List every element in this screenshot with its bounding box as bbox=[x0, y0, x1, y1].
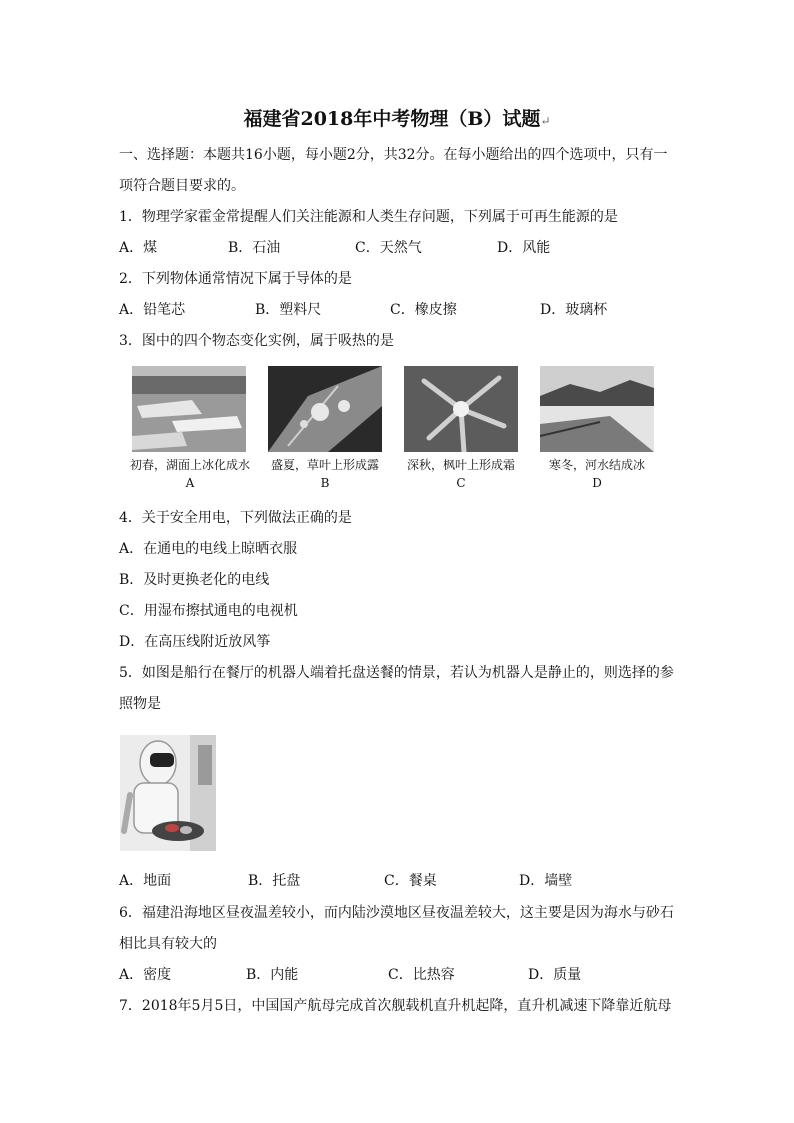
title-text: 福建省2018年中考物理（B）试题 bbox=[243, 108, 541, 130]
figure-d-river-freezing bbox=[540, 366, 654, 452]
q5-option-a: A．地面 bbox=[119, 873, 172, 889]
question-4-stem: 4．关于安全用电，下列做法正确的是 bbox=[119, 510, 352, 526]
figure-b-letter: B bbox=[320, 476, 330, 490]
figure-d-caption: 寒冬，河水结成冰 bbox=[548, 458, 645, 472]
q4-option-b: B．及时更换老化的电线 bbox=[119, 572, 270, 588]
q6-option-c: C．比热容 bbox=[388, 967, 455, 983]
q4-option-a: A．在通电的电线上晾晒衣服 bbox=[119, 541, 298, 557]
figure-d-letter: D bbox=[592, 476, 602, 490]
figure-a-letter: A bbox=[185, 476, 195, 490]
question-6-stem: 6．福建沿海地区昼夜温差较小，而内陆沙漠地区昼夜温差较大，这主要是因为海水与砂石 bbox=[119, 905, 674, 921]
section-intro-line2: 项符合题目要求的。 bbox=[119, 178, 245, 194]
section-intro-line1: 一、选择题：本题共16小题，每小题2分，共32分。在每小题给出的四个选项中，只有一 bbox=[119, 147, 668, 163]
q1-option-b: B．石油 bbox=[228, 240, 281, 256]
q6-option-a: A．密度 bbox=[119, 967, 172, 983]
question-3-stem: 3．图中的四个物态变化实例，属于吸热的是 bbox=[119, 333, 394, 349]
q2-option-a: A．铅笔芯 bbox=[119, 302, 186, 318]
figure-a-ice-melting bbox=[132, 366, 246, 452]
question-1-stem: 1．物理学家霍金常提醒人们关注能源和人类生存问题，下列属于可再生能源的是 bbox=[119, 209, 618, 225]
question-7-stem: 7．2018年5月5日，中国国产航母完成首次舰载机直升机起降，直升机减速下降靠近航母 bbox=[119, 998, 672, 1014]
figure-b-dew bbox=[268, 366, 382, 452]
paragraph-mark: ↵ bbox=[540, 114, 551, 128]
figure-b-caption: 盛夏，草叶上形成露 bbox=[270, 458, 379, 472]
robot-waiter-photo bbox=[120, 735, 216, 851]
figure-c-frost bbox=[404, 366, 518, 452]
figure-c-letter: C bbox=[456, 476, 466, 490]
q6-option-b: B．内能 bbox=[246, 967, 299, 983]
question-2-stem: 2．下列物体通常情况下属于导体的是 bbox=[119, 271, 352, 287]
q2-option-d: D．玻璃杯 bbox=[540, 302, 608, 318]
q5-option-b: B．托盘 bbox=[248, 873, 301, 889]
q6-option-d: D．质量 bbox=[528, 967, 582, 983]
q2-option-b: B．塑料尺 bbox=[255, 302, 322, 318]
q4-option-c: C．用湿布擦拭通电的电视机 bbox=[119, 603, 298, 619]
question-5-stem: 5．如图是船行在餐厅的机器人端着托盘送餐的情景，若认为机器人是静止的，则选择的参 bbox=[119, 665, 674, 681]
q1-option-a: A．煤 bbox=[119, 240, 158, 256]
question-6-stem-cont: 相比具有较大的 bbox=[119, 936, 217, 952]
q5-option-c: C．餐桌 bbox=[384, 873, 437, 889]
figure-c-caption: 深秋，枫叶上形成霜 bbox=[406, 458, 515, 472]
q1-option-c: C．天然气 bbox=[355, 240, 422, 256]
figure-a-caption: 初春，湖面上冰化成水 bbox=[129, 458, 250, 472]
q4-option-d: D．在高压线附近放风筝 bbox=[119, 634, 271, 650]
question-5-stem-cont: 照物是 bbox=[119, 696, 161, 712]
page-title bbox=[0, 104, 794, 131]
q2-option-c: C．橡皮擦 bbox=[390, 302, 457, 318]
q5-option-d: D．墙壁 bbox=[519, 873, 573, 889]
q1-option-d: D．风能 bbox=[497, 240, 551, 256]
